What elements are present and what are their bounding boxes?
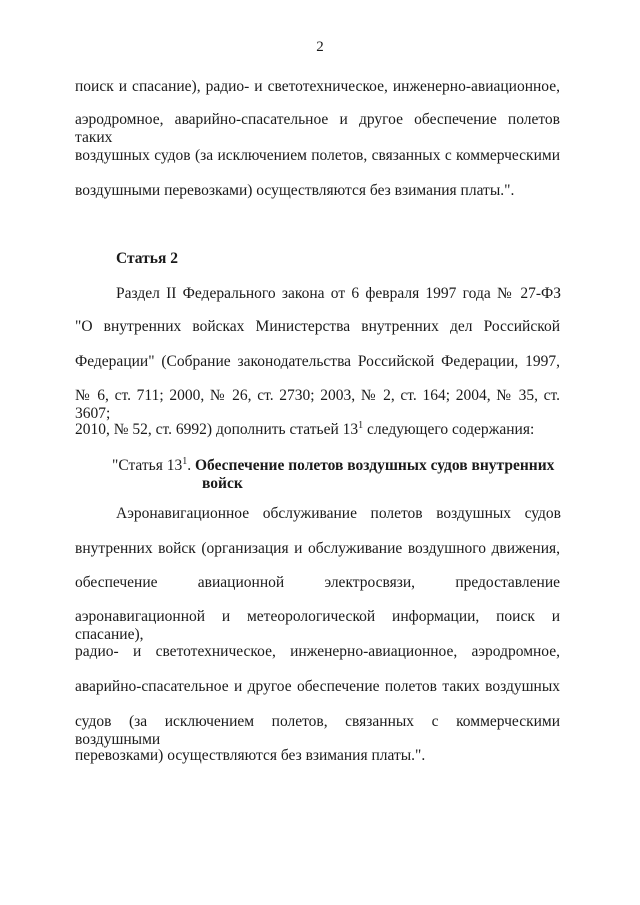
article-2-line-1: Раздел II Федерального закона от 6 февраля 1997 года № 27-ФЗ bbox=[116, 285, 561, 302]
new-article-line-6: аварийно-спасательное и другое обеспечение полетов таких воздушных bbox=[75, 678, 560, 695]
new-article-lead-sup: 1 bbox=[182, 455, 188, 467]
article-2-line-2: "О внутренних войсках Министерства внутренних дел Российской bbox=[75, 318, 560, 335]
continuation-line-3: воздушных судов (за исключением полетов, связанных с коммерческими bbox=[75, 147, 560, 164]
new-article-line-3: обеспечение авиационной электросвязи, предоставление bbox=[75, 574, 560, 591]
article-2-line-5-prefix: 2010, № 52, ст. 6992) дополнить статьей 13 bbox=[75, 421, 359, 438]
new-article-line-4: аэронавигационной и метеорологической информации, поиск и спасание), bbox=[75, 608, 560, 643]
new-article-line-7: судов (за исключением полетов, связанных с коммерческими воздушными bbox=[75, 713, 560, 748]
article-2-heading: Статья 2 bbox=[116, 250, 178, 267]
article-2-line-5-sup: 1 bbox=[358, 419, 364, 431]
article-2-line-4: № 6, ст. 711; 2000, № 26, ст. 2730; 2003, № 2, ст. 164; 2004, № 35, ст. 3607; bbox=[75, 387, 560, 422]
new-article-line-2: внутренних войск (организация и обслуживание воздушного движения, bbox=[75, 540, 560, 557]
continuation-line-1: поиск и спасание), радио- и светотехническое, инженерно-авиационное, bbox=[75, 78, 560, 95]
article-2-line-3: Федерации" (Собрание законодательства Российской Федерации, 1997, bbox=[75, 353, 560, 370]
continuation-line-2: аэродромное, аварийно-спасательное и другое обеспечение полетов таких bbox=[75, 111, 560, 146]
new-article-title-line-1: Обеспечение полетов воздушных судов внутренних bbox=[191, 457, 555, 474]
new-article-lead-dot: . bbox=[187, 457, 192, 474]
new-article-line-1: Аэронавигационное обслуживание полетов воздушных судов bbox=[116, 505, 561, 522]
article-2-line-5-suffix: следующего содержания: bbox=[363, 421, 535, 438]
article-2-line-5 bbox=[75, 421, 534, 439]
new-article-lead: "Статья 13 bbox=[112, 457, 183, 474]
new-article-line-8: перевозками) осуществляются без взимания платы.". bbox=[75, 747, 426, 764]
new-article-title-line-2: войск bbox=[202, 475, 243, 492]
new-article-line-5: радио- и светотехническое, инженерно-авиационное, аэродромное, bbox=[75, 643, 560, 660]
page-number: 2 bbox=[316, 39, 324, 55]
new-article-heading bbox=[112, 457, 582, 493]
continuation-line-4: воздушными перевозками) осуществляются без взимания платы.". bbox=[75, 182, 515, 199]
